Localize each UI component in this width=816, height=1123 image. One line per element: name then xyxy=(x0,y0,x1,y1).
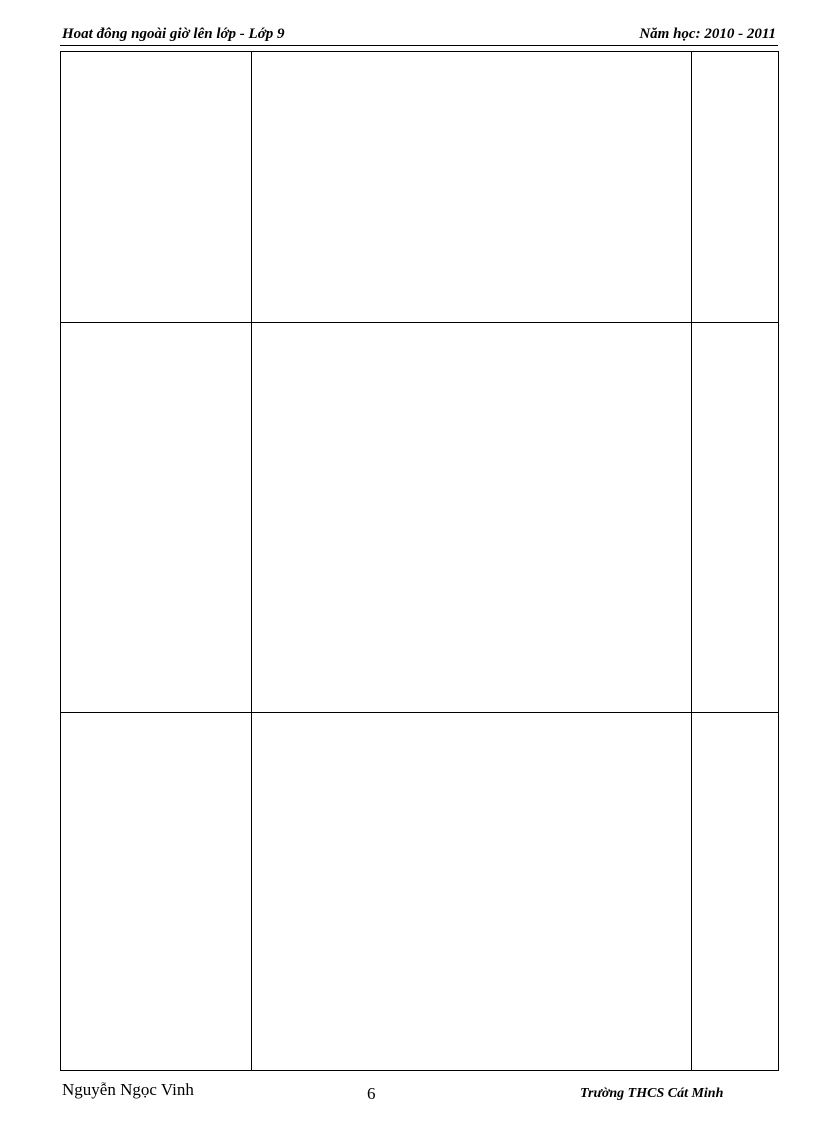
content-cell xyxy=(252,323,692,713)
header-school-year: Năm học: 2010 - 2011 xyxy=(639,26,776,42)
page-number: 6 xyxy=(367,1084,376,1103)
table-row xyxy=(61,713,779,1071)
header-title: Hoat đông ngoài giờ lên lớp - Lớp 9 xyxy=(62,26,285,42)
time-cell xyxy=(692,52,779,323)
content-cell xyxy=(252,713,692,1071)
role-cell xyxy=(61,323,252,713)
content-cell xyxy=(252,52,692,323)
footer-school: Trường THCS Cát Minh xyxy=(580,1086,724,1101)
table-row xyxy=(61,323,779,713)
role-cell xyxy=(61,713,252,1071)
time-cell xyxy=(692,713,779,1071)
footer-author: Nguyễn Ngọc Vinh xyxy=(62,1080,194,1099)
header-rule xyxy=(60,45,778,46)
program-table xyxy=(60,51,779,1071)
role-cell xyxy=(61,52,252,323)
table-row xyxy=(61,52,779,323)
time-cell xyxy=(692,323,779,713)
